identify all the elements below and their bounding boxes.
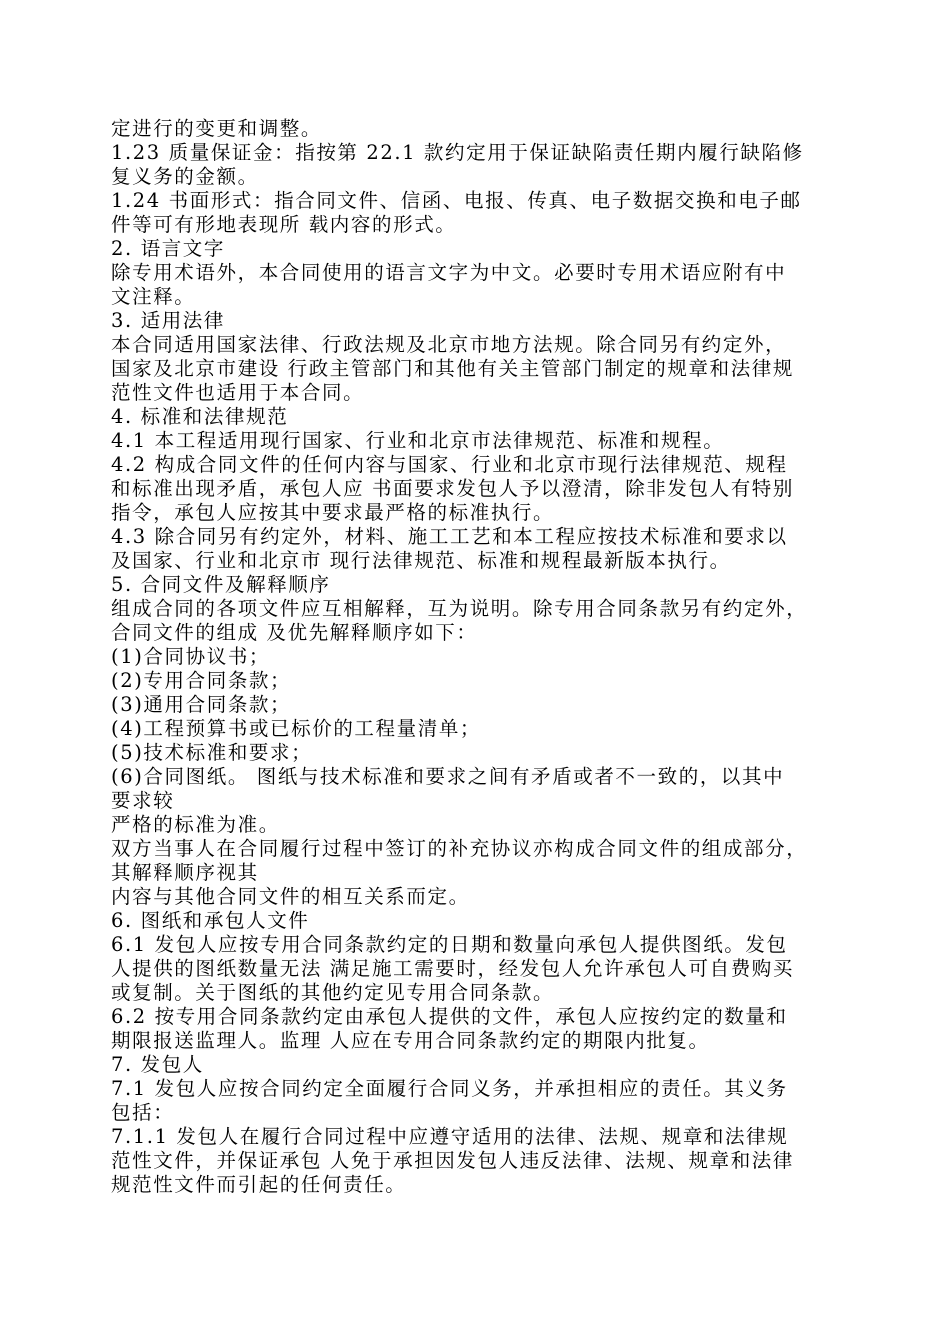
- text-line: 件等可有形地表现所 载内容的形式。: [111, 213, 457, 236]
- text-line: 双方当事人在合同履行过程中签订的补充协议亦构成合同文件的组成部分，: [111, 837, 808, 860]
- text-line: 国家及北京市建设 行政主管部门和其他有关主管部门制定的规章和法律规: [111, 357, 794, 380]
- text-line: 组成合同的各项文件应互相解释，互为说明。除专用合同条款另有约定外，: [111, 597, 808, 620]
- text-line: 7. 发包人: [111, 1053, 204, 1076]
- document-body: [111, 117, 846, 1197]
- text-line: 文注释。: [111, 285, 196, 308]
- text-line: (5)技术标准和要求；: [111, 741, 313, 764]
- text-line: (3)通用合同条款；: [111, 693, 292, 716]
- text-line: 3. 适用法律: [111, 309, 226, 332]
- text-line: 内容与其他合同文件的相互关系而定。: [111, 885, 470, 908]
- text-line: 4.1 本工程适用现行国家、行业和北京市法律规范、标准和规程。: [111, 429, 725, 452]
- text-line: 4.2 构成合同文件的任何内容与国家、行业和北京市现行法律规范、规程: [111, 453, 788, 476]
- text-line: 5. 合同文件及解释顺序: [111, 573, 331, 596]
- text-line: (6)合同图纸。 图纸与技术标准和要求之间有矛盾或者不一致的，以其中: [111, 765, 785, 788]
- text-line: 除专用术语外，本合同使用的语言文字为中文。必要时专用术语应附有中: [111, 261, 787, 284]
- text-line: 本合同适用国家法律、行政法规及北京市地方法规。除合同另有约定外，: [111, 333, 787, 356]
- text-line: 及国家、行业和北京市 现行法律规范、标准和规程最新版本执行。: [111, 549, 731, 572]
- text-line: 要求较: [111, 789, 175, 812]
- text-line: 定进行的变更和调整。: [111, 117, 323, 140]
- text-line: 规范性文件而引起的任何责任。: [111, 1173, 407, 1196]
- text-line: 严格的标准为准。: [111, 813, 280, 836]
- text-line: 7.1.1 发包人在履行合同过程中应遵守适用的法律、法规、规章和法律规: [111, 1125, 789, 1148]
- text-line: 指令，承包人应按其中要求最严格的标准执行。: [111, 501, 555, 524]
- text-line: (4)工程预算书或已标价的工程量清单；: [111, 717, 482, 740]
- text-line: 人提供的图纸数量无法 满足施工需要时，经发包人允许承包人可自费购买: [111, 957, 794, 980]
- text-line: 合同文件的组成 及优先解释顺序如下：: [111, 621, 478, 644]
- text-line: (1)合同协议书；: [111, 645, 271, 668]
- text-line: 6.2 按专用合同条款约定由承包人提供的文件，承包人应按约定的数量和: [111, 1005, 788, 1028]
- text-line: 期限报送监理人。监理 人应在专用合同条款约定的期限内批复。: [111, 1029, 710, 1052]
- text-line: 2. 语言文字: [111, 237, 226, 260]
- text-line: 包括：: [111, 1101, 175, 1124]
- text-line: 4.3 除合同另有约定外，材料、施工工艺和本工程应按技术标准和要求以: [111, 525, 788, 548]
- text-line: 1.24 书面形式：指合同文件、信函、电报、传真、电子数据交换和电子邮: [111, 189, 802, 212]
- text-line: 范性文件，并保证承包 人免于承担因发包人违反法律、法规、规章和法律: [111, 1149, 794, 1172]
- text-line: 6.1 发包人应按专用合同条款约定的日期和数量向承包人提供图纸。发包: [111, 933, 788, 956]
- text-line: 和标准出现矛盾，承包人应 书面要求发包人予以澄清，除非发包人有特别: [111, 477, 794, 500]
- text-line: 范性文件也适用于本合同。: [111, 381, 365, 404]
- text-line: 7.1 发包人应按合同约定全面履行合同义务，并承担相应的责任。其义务: [111, 1077, 788, 1100]
- text-line: 6. 图纸和承包人文件: [111, 909, 310, 932]
- text-line: 1.23 质量保证金：指按第 22.1 款约定用于保证缺陷责任期内履行缺陷修: [111, 141, 804, 164]
- text-line: 或复制。关于图纸的其他约定见专用合同条款。: [111, 981, 555, 1004]
- text-line: 复义务的金额。: [111, 165, 259, 188]
- text-line: 4. 标准和法律规范: [111, 405, 289, 428]
- text-line: (2)专用合同条款；: [111, 669, 292, 692]
- text-line: 其解释顺序视其: [111, 861, 259, 884]
